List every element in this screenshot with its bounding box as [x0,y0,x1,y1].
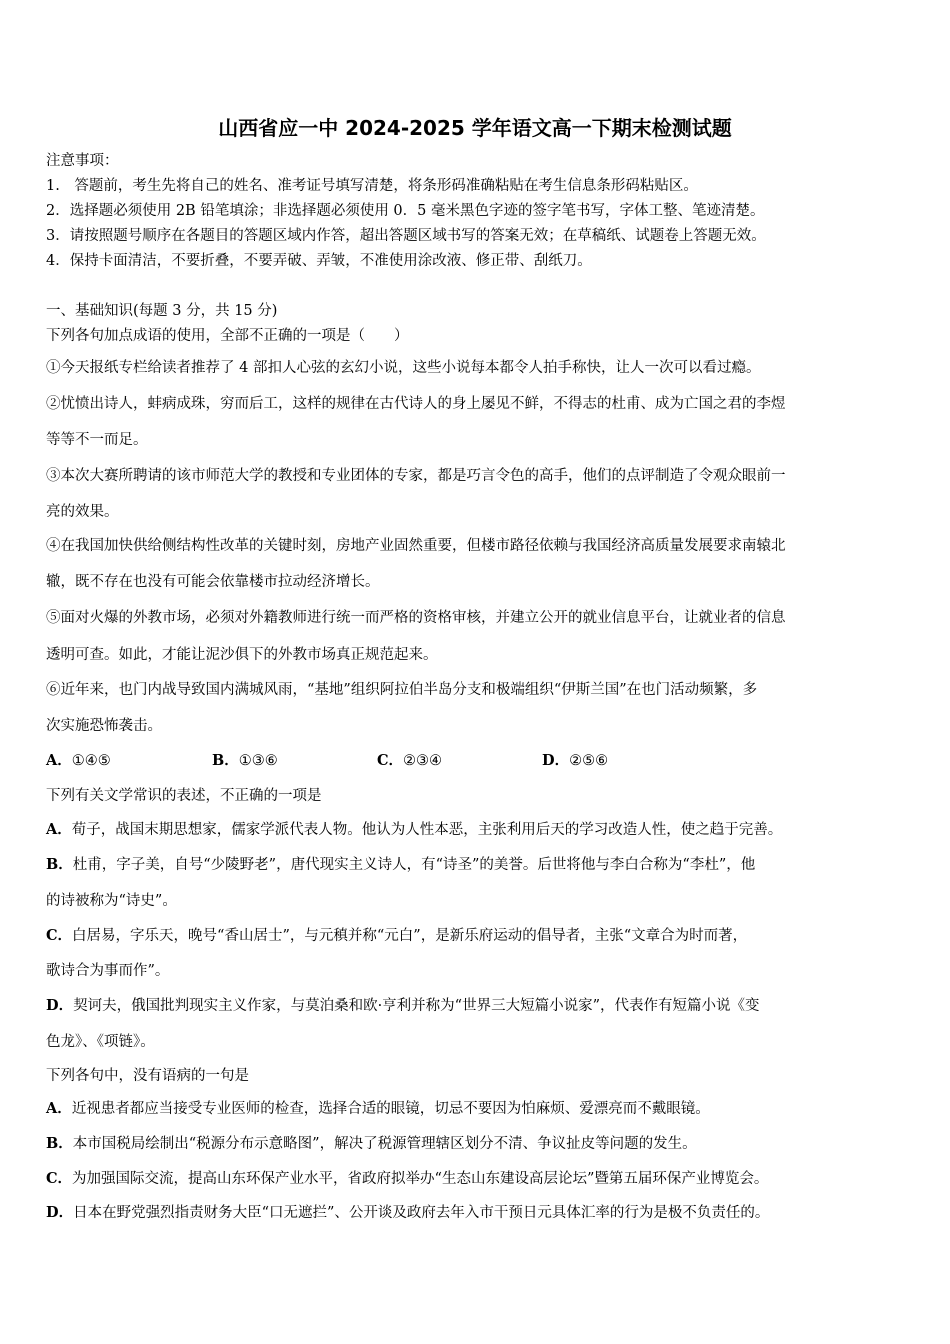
option-label: C． [46,1170,73,1187]
q3-option-b [46,1134,697,1154]
q1-line-2: ②忧愤出诗人，蚌病成珠，穷而后工，这样的规律在古代诗人的身上屡见不鲜，不得志的杜甫、成为亡国之君的李煜 [46,396,786,412]
option-label: D． [46,997,74,1014]
q3-option-c [46,1169,768,1189]
option-text: 日本在野党强烈指责财务大臣“口无遮拦”、公开谈及政府去年入市干预日元具体汇率的行为是极不负责任的。 [73,1205,770,1221]
q1-line-7: 辙，既不存在也没有可能会依靠楼市拉动经济增长。 [46,574,380,590]
option-label: B． [46,856,73,873]
option-text: 白居易，字乐天，晚号“香山居士”，与元稹并称“元白”，是新乐府运动的倡导者，主张“文章合为时而著， [72,928,748,944]
q1-stem: 下列各句加点成语的使用，全部不正确的一项是（ ） [46,328,409,344]
option-text: 近视患者都应当接受专业医师的检查，选择合适的眼镜，切忌不要因为怕麻烦、爱漂亮而不戴眼镜。 [71,1101,710,1117]
option-label: A． [46,821,72,838]
q1-line-8: ⑤面对火爆的外教市场，必须对外籍教师进行统一而严格的资格审核，并建立公开的就业信息平台，让就业者的信息 [46,610,786,626]
q2-option-d [46,996,760,1016]
q1-line-11: 次实施恐怖袭击。 [46,718,162,734]
page-title: 山西省应一中 2024-2025 学年语文高一下期末检测试题 [218,116,732,140]
option-text: 荀子，战国末期思想家，儒家学派代表人物。他认为人性本恶，主张利用后天的学习改造人性，使之趋于完善。 [71,822,783,838]
q2-option-c [46,926,747,946]
notice-heading: 注意事项： [46,153,119,169]
q1-option-a [46,751,111,771]
q2-option-b-cont [46,891,177,911]
option-text: ①④⑤ [71,753,111,769]
option-text: 本市国税局绘制出“税源分布示意略图”，解决了税源管理辖区划分不清、争议扯皮等问题的发生。 [72,1136,697,1152]
q1-line-4: ③本次大赛所聘请的该市师范大学的教授和专业团体的专家，都是巧言令色的高手，他们的点评制造了令观众眼前一 [46,468,786,484]
notice-item-2: 2．选择题必须使用 2B 铅笔填涂；非选择题必须使用 0．5 毫米黑色字迹的签字笔书写，字体工整、笔迹清楚。 [46,203,765,219]
option-label: D． [46,1204,74,1221]
q2-option-b [46,855,755,875]
q1-line-5: 亮的效果。 [46,504,119,520]
option-label: A． [46,752,72,769]
option-label: D． [542,752,570,769]
option-text: 歌诗合为事而作”。 [46,963,170,979]
option-text: 为加强国际交流，提高山东环保产业水平，省政府拟举办“生态山东建设高层论坛”暨第五届环保产业博览会。 [72,1171,769,1187]
q1-option-d [542,751,608,771]
option-label: B． [212,752,239,769]
q1-line-9: 透明可查。如此，才能让泥沙俱下的外教市场真正规范起来。 [46,647,438,663]
q3-stem: 下列各句中，没有语病的一句是 [46,1068,249,1084]
q1-option-b [212,751,278,771]
q3-option-d [46,1203,769,1223]
option-text: 色龙》、《项链》。 [46,1034,155,1050]
section-heading: 一、基础知识(每题 3 分，共 15 分) [46,303,278,319]
option-label: B． [46,1135,73,1152]
option-text: 的诗被称为“诗史”。 [46,893,177,909]
option-label: C． [377,752,404,769]
option-text: ②⑤⑥ [569,753,609,769]
q1-option-c [377,751,442,771]
notice-item-4: 4．保持卡面清洁，不要折叠，不要弄破、弄皱，不准使用涂改液、修正带、刮纸刀。 [46,253,592,269]
option-text: 杜甫，字子美，自号“少陵野老”，唐代现实主义诗人，有“诗圣”的美誉。后世将他与李白合称为“李杜”，他 [72,857,756,873]
option-text: 契诃夫，俄国批判现实主义作家，与莫泊桑和欧·亨利并称为“世界三大短篇小说家”，代表作有短篇小说《变 [73,998,760,1014]
option-label: C． [46,927,73,944]
notice-item-1: 1. 答题前，考生先将自己的姓名、准考证号填写清楚，将条形码准确粘贴在考生信息条形码粘贴区。 [46,178,698,194]
option-label: A． [46,1100,72,1117]
q3-option-a [46,1099,710,1119]
q1-line-1: ①今天报纸专栏给读者推荐了 4 部扣人心弦的玄幻小说，这些小说每本都令人拍手称快，让人一次可以看过瘾。 [46,360,761,376]
q1-line-3: 等等不一而足。 [46,432,148,448]
option-text: ①③⑥ [238,753,278,769]
q2-option-c-cont [46,961,169,981]
q1-line-6: ④在我国加快供给侧结构性改革的关键时刻，房地产业固然重要，但楼市路径依赖与我国经济高质量发展要求南辕北 [46,538,786,554]
q1-line-10: ⑥近年来，也门内战导致国内满城风雨，“基地”组织阿拉伯半岛分支和极端组织“伊斯兰国”在也门活动频繁，多 [46,682,758,698]
q2-stem: 下列有关文学常识的表述，不正确的一项是 [46,788,322,804]
notice-item-3: 3．请按照题号顺序在各题目的答题区域内作答，超出答题区域书写的答案无效；在草稿纸、试题卷上答题无效。 [46,228,766,244]
q2-option-d-cont [46,1032,155,1052]
q2-option-a [46,820,782,840]
option-text: ②③④ [403,753,443,769]
